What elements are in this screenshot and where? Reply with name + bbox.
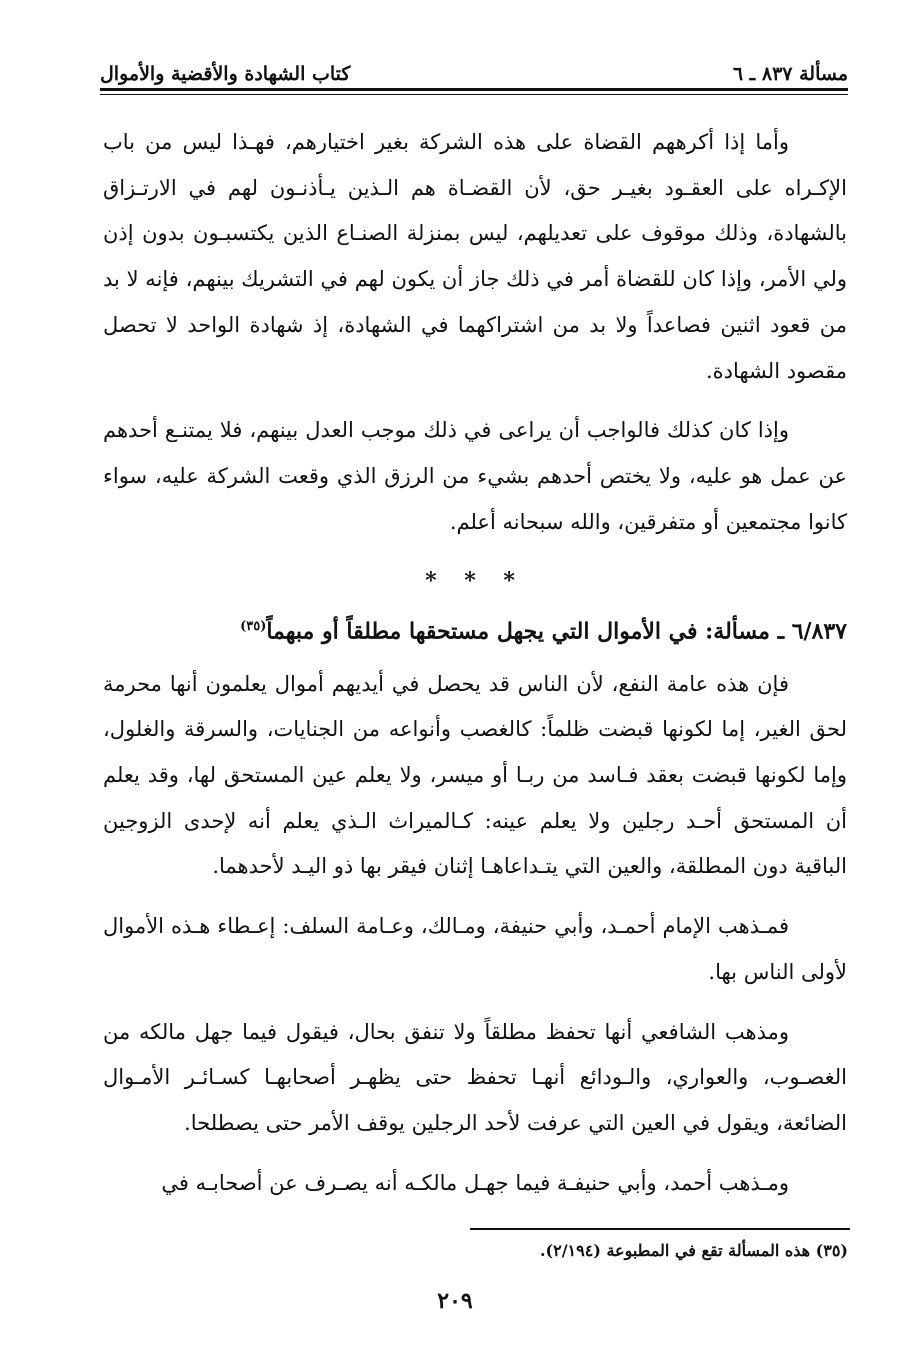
paragraph: فمـذهب الإمام أحمـد، وأبي حنيفة، ومـالك، وعـامة السلف: إعـطاء هـذه الأموال لأولى الناس بها. bbox=[103, 914, 847, 984]
header-rule-thin bbox=[100, 94, 848, 95]
header-book-title: كتاب الشهادة والأقضية والأموال bbox=[100, 63, 351, 85]
page-number: ٢٠٩ bbox=[437, 1288, 473, 1314]
footnote-rule bbox=[470, 1228, 850, 1230]
paragraph: وإذا كان كذلك فالواجب أن يراعى في ذلك موجب العدل بينهم، فلا يمتنـع أحدهم عن عمل هو عليه، ولا يختص أحدهم بشيء من الرزق الذي وقعت الشركة عليه، سواء كانوا مجتمعين أو متفرقين، والله سبحانه أعلم. bbox=[103, 418, 847, 534]
header-issue-number: مسألة ٨٣٧ ـ ٦ bbox=[732, 63, 848, 85]
header-rule-thick bbox=[100, 88, 848, 91]
paragraph: فإن هذه عامة النفع، لأن الناس قد يحصل في أيديهم أموال يعلمون أنها محرمة لحق الغير، إما لكونها قبضت ظلماً: كالغصب وأنواعه من الجنايات، والسرقة والغلول، وإما لكونها قبضت بعقد فـاسد من ربـا أو ميسر، ولا يعلم عين المستحق لها، وقد يعلم أن المستحق أحـد رجلين ولا يعلم عينه: كـالميراث الـذي يعلم أنه لإحدى الزوجين الباقية دون المطلقة، والعين التي يتـداعاهـا إثنان فيقر بها ذو اليـد لأحدهما. bbox=[103, 671, 847, 879]
issue-heading-text: ٦/٨٣٧ ـ مسألة: في الأموال التي يجهل مستحقها مطلقاً أو مبهماً bbox=[266, 618, 847, 645]
footnote: (٣٥) هذه المسألة تقع في المطبوعة (٢/١٩٤). bbox=[539, 1241, 848, 1260]
running-header bbox=[100, 52, 848, 86]
paragraph: وأما إذا أكرههم القضاة على هذه الشركة بغير اختيارهم، فهـذا ليس من باب الإكـراه على العقـود بغيـر حق، لأن القضـاة هم الـذين يـأذنـون لهم في الارتـزاق بالشهادة، وذلك موقوف على تعديلهم، ليس بمنزلة الصنـاع الذين يكتسبـون بدون إذن ولي الأمر، وإذا كان للقضاة أمر في ذلك جاز أن يكون لهم في التشريك بينهم، فإنه لا بد من قعود اثنين فصاعداً ولا بد من اشتراكهما في الشهادة، إذ شهادة الواحد لا تحصل مقصود الشهادة. bbox=[103, 130, 847, 383]
section-separator: * * * bbox=[425, 568, 525, 595]
paragraph: ومـذهب أحمد، وأبي حنيفـة فيما جهـل مالكـه أنه يصـرف عن أصحابـه في bbox=[161, 1170, 789, 1195]
footnote-reference: (٣٥) bbox=[240, 619, 267, 635]
paragraph: ومذهب الشافعي أنها تحفظ مطلقاً ولا تنفق بحال، فيقول فيما جهل مالكه من الغصـوب، والعواري، والـودائع أنهـا تحفظ حتى يظهـر أصحابهـا كسـائـر الأمـوال الضائعة، ويقول في العين التي عرفت لأحد الرجلين يوقف الأمر حتى يصطلحا. bbox=[103, 1019, 847, 1135]
page-body bbox=[103, 120, 847, 1206]
issue-heading bbox=[103, 605, 847, 653]
